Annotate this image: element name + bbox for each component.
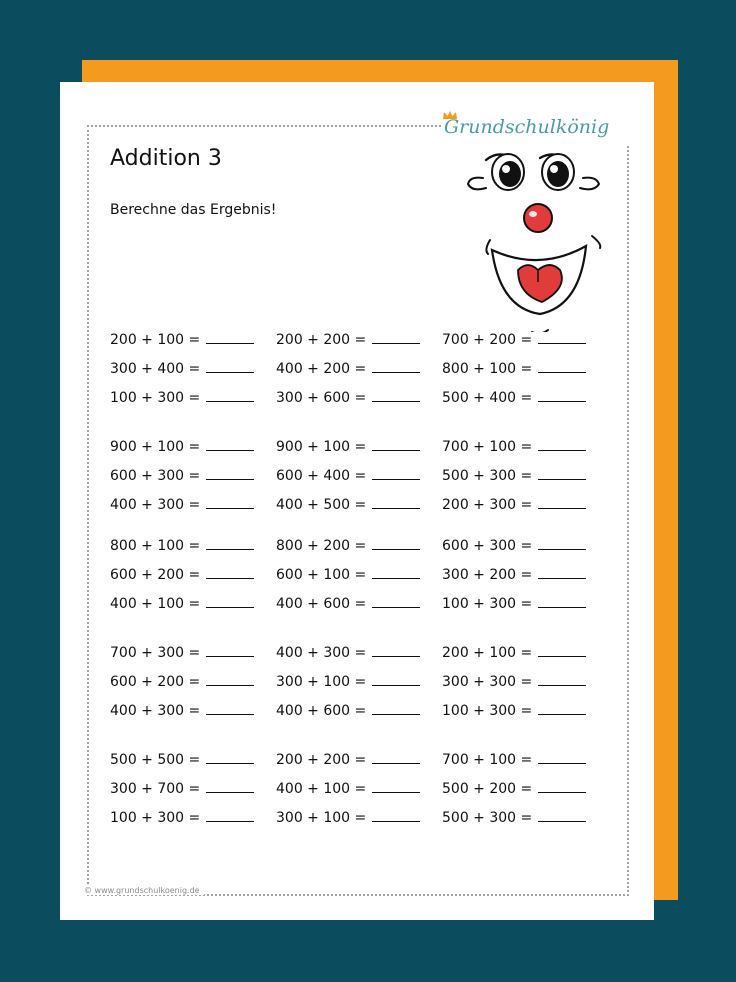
problem — [276, 565, 420, 585]
problem — [442, 495, 586, 515]
problem — [110, 750, 254, 770]
problem — [442, 779, 586, 799]
problem-text: 400 + 200 = — [276, 361, 367, 377]
problem-text: 400 + 100 = — [276, 781, 367, 797]
problem — [110, 388, 254, 408]
problem — [442, 466, 586, 486]
answer-blank[interactable] — [206, 331, 254, 344]
answer-blank[interactable] — [206, 537, 254, 550]
problem — [110, 808, 254, 828]
answer-blank[interactable] — [206, 644, 254, 657]
problem — [110, 701, 254, 721]
answer-blank[interactable] — [206, 780, 254, 793]
problem — [276, 643, 420, 663]
problem-text: 600 + 300 = — [110, 468, 201, 484]
problem — [442, 330, 586, 350]
problem-text: 900 + 100 = — [110, 439, 201, 455]
problem-text: 300 + 600 = — [276, 390, 367, 406]
problem-text: 700 + 100 = — [442, 439, 533, 455]
problem — [276, 536, 420, 556]
answer-blank[interactable] — [372, 595, 420, 608]
problem — [276, 388, 420, 408]
problem — [276, 750, 420, 770]
problem-text: 300 + 200 = — [442, 567, 533, 583]
problem — [110, 536, 254, 556]
answer-blank[interactable] — [372, 331, 420, 344]
problem-text: 300 + 700 = — [110, 781, 201, 797]
problem-text: 100 + 300 = — [110, 810, 201, 826]
problem — [110, 594, 254, 614]
problem — [276, 330, 420, 350]
problem-text: 900 + 100 = — [276, 439, 367, 455]
copyright-footer: © www.grundschulkoenig.de — [84, 886, 204, 895]
problem-text: 100 + 300 = — [442, 703, 533, 719]
answer-blank[interactable] — [206, 702, 254, 715]
brand-name: Grundschulkönig — [444, 116, 610, 138]
problem-text: 500 + 500 = — [110, 752, 201, 768]
answer-blank[interactable] — [538, 595, 586, 608]
problem-text: 600 + 100 = — [276, 567, 367, 583]
answer-blank[interactable] — [538, 780, 586, 793]
answer-blank[interactable] — [538, 809, 586, 822]
answer-blank[interactable] — [372, 360, 420, 373]
problem — [276, 672, 420, 692]
problem-text: 400 + 600 = — [276, 596, 367, 612]
problem — [442, 808, 586, 828]
answer-blank[interactable] — [538, 389, 586, 402]
problem — [110, 565, 254, 585]
answer-blank[interactable] — [206, 595, 254, 608]
answer-blank[interactable] — [372, 702, 420, 715]
problem — [276, 594, 420, 614]
answer-blank[interactable] — [206, 809, 254, 822]
problem-text: 600 + 400 = — [276, 468, 367, 484]
problem-text: 100 + 300 = — [110, 390, 201, 406]
answer-blank[interactable] — [538, 702, 586, 715]
problem — [442, 672, 586, 692]
answer-blank[interactable] — [538, 467, 586, 480]
problem-text: 800 + 100 = — [442, 361, 533, 377]
problem-text: 300 + 100 = — [276, 674, 367, 690]
answer-blank[interactable] — [538, 331, 586, 344]
answer-blank[interactable] — [372, 566, 420, 579]
problem — [276, 779, 420, 799]
answer-blank[interactable] — [206, 360, 254, 373]
worksheet-instruction: Berechne das Ergebnis! — [110, 202, 277, 218]
problem-text: 500 + 300 = — [442, 468, 533, 484]
problem-text: 500 + 400 = — [442, 390, 533, 406]
answer-blank[interactable] — [372, 780, 420, 793]
problem — [110, 672, 254, 692]
answer-blank[interactable] — [372, 389, 420, 402]
answer-blank[interactable] — [538, 438, 586, 451]
answer-blank[interactable] — [206, 438, 254, 451]
problem — [442, 536, 586, 556]
answer-blank[interactable] — [372, 467, 420, 480]
problem — [276, 701, 420, 721]
worksheet-title: Addition 3 — [110, 146, 222, 171]
problem-text: 800 + 100 = — [110, 538, 201, 554]
problem — [110, 359, 254, 379]
problem-text: 300 + 300 = — [442, 674, 533, 690]
problem-text: 400 + 300 = — [110, 497, 201, 513]
problem-text: 200 + 200 = — [276, 332, 367, 348]
problem-text: 200 + 100 = — [442, 645, 533, 661]
problem-text: 300 + 400 = — [110, 361, 201, 377]
problem — [442, 750, 586, 770]
answer-blank[interactable] — [372, 673, 420, 686]
problem-text: 100 + 300 = — [442, 596, 533, 612]
problem — [110, 437, 254, 457]
problem-text: 500 + 300 = — [442, 810, 533, 826]
answer-blank[interactable] — [206, 496, 254, 509]
problem-text: 200 + 100 = — [110, 332, 201, 348]
answer-blank[interactable] — [372, 644, 420, 657]
answer-blank[interactable] — [372, 809, 420, 822]
problem — [442, 437, 586, 457]
problem — [110, 330, 254, 350]
problem-text: 600 + 200 = — [110, 567, 201, 583]
answer-blank[interactable] — [538, 566, 586, 579]
problem — [442, 359, 586, 379]
problem-text: 700 + 300 = — [110, 645, 201, 661]
problem-text: 400 + 500 = — [276, 497, 367, 513]
problem-text: 600 + 300 = — [442, 538, 533, 554]
problem — [276, 495, 420, 515]
problem — [442, 594, 586, 614]
problem — [442, 643, 586, 663]
problem — [276, 808, 420, 828]
problem-text: 400 + 300 = — [276, 645, 367, 661]
problem-text: 400 + 100 = — [110, 596, 201, 612]
answer-blank[interactable] — [372, 751, 420, 764]
problem — [110, 466, 254, 486]
answer-blank[interactable] — [538, 537, 586, 550]
clown-face-illustration — [462, 132, 612, 332]
answer-blank[interactable] — [372, 537, 420, 550]
answer-blank[interactable] — [206, 566, 254, 579]
problem-text: 400 + 300 = — [110, 703, 201, 719]
problem — [110, 643, 254, 663]
answer-blank[interactable] — [538, 644, 586, 657]
problem-text: 300 + 100 = — [276, 810, 367, 826]
worksheet-page — [60, 82, 654, 920]
problem-text: 400 + 600 = — [276, 703, 367, 719]
answer-blank[interactable] — [206, 751, 254, 764]
problem — [110, 495, 254, 515]
answer-blank[interactable] — [538, 673, 586, 686]
answer-blank[interactable] — [538, 360, 586, 373]
problem — [110, 779, 254, 799]
answer-blank[interactable] — [206, 467, 254, 480]
problem — [442, 388, 586, 408]
problem — [276, 437, 420, 457]
problem-text: 800 + 200 = — [276, 538, 367, 554]
answer-blank[interactable] — [372, 496, 420, 509]
problem — [442, 565, 586, 585]
problem-text: 600 + 200 = — [110, 674, 201, 690]
problem — [276, 359, 420, 379]
problem-text: 700 + 200 = — [442, 332, 533, 348]
problem-text: 200 + 200 = — [276, 752, 367, 768]
problem-text: 200 + 300 = — [442, 497, 533, 513]
answer-blank[interactable] — [206, 389, 254, 402]
answer-blank[interactable] — [538, 751, 586, 764]
answer-blank[interactable] — [206, 673, 254, 686]
problem-text: 700 + 100 = — [442, 752, 533, 768]
answer-blank[interactable] — [372, 438, 420, 451]
problem — [442, 701, 586, 721]
problem — [276, 466, 420, 486]
problem-text: 500 + 200 = — [442, 781, 533, 797]
answer-blank[interactable] — [538, 496, 586, 509]
